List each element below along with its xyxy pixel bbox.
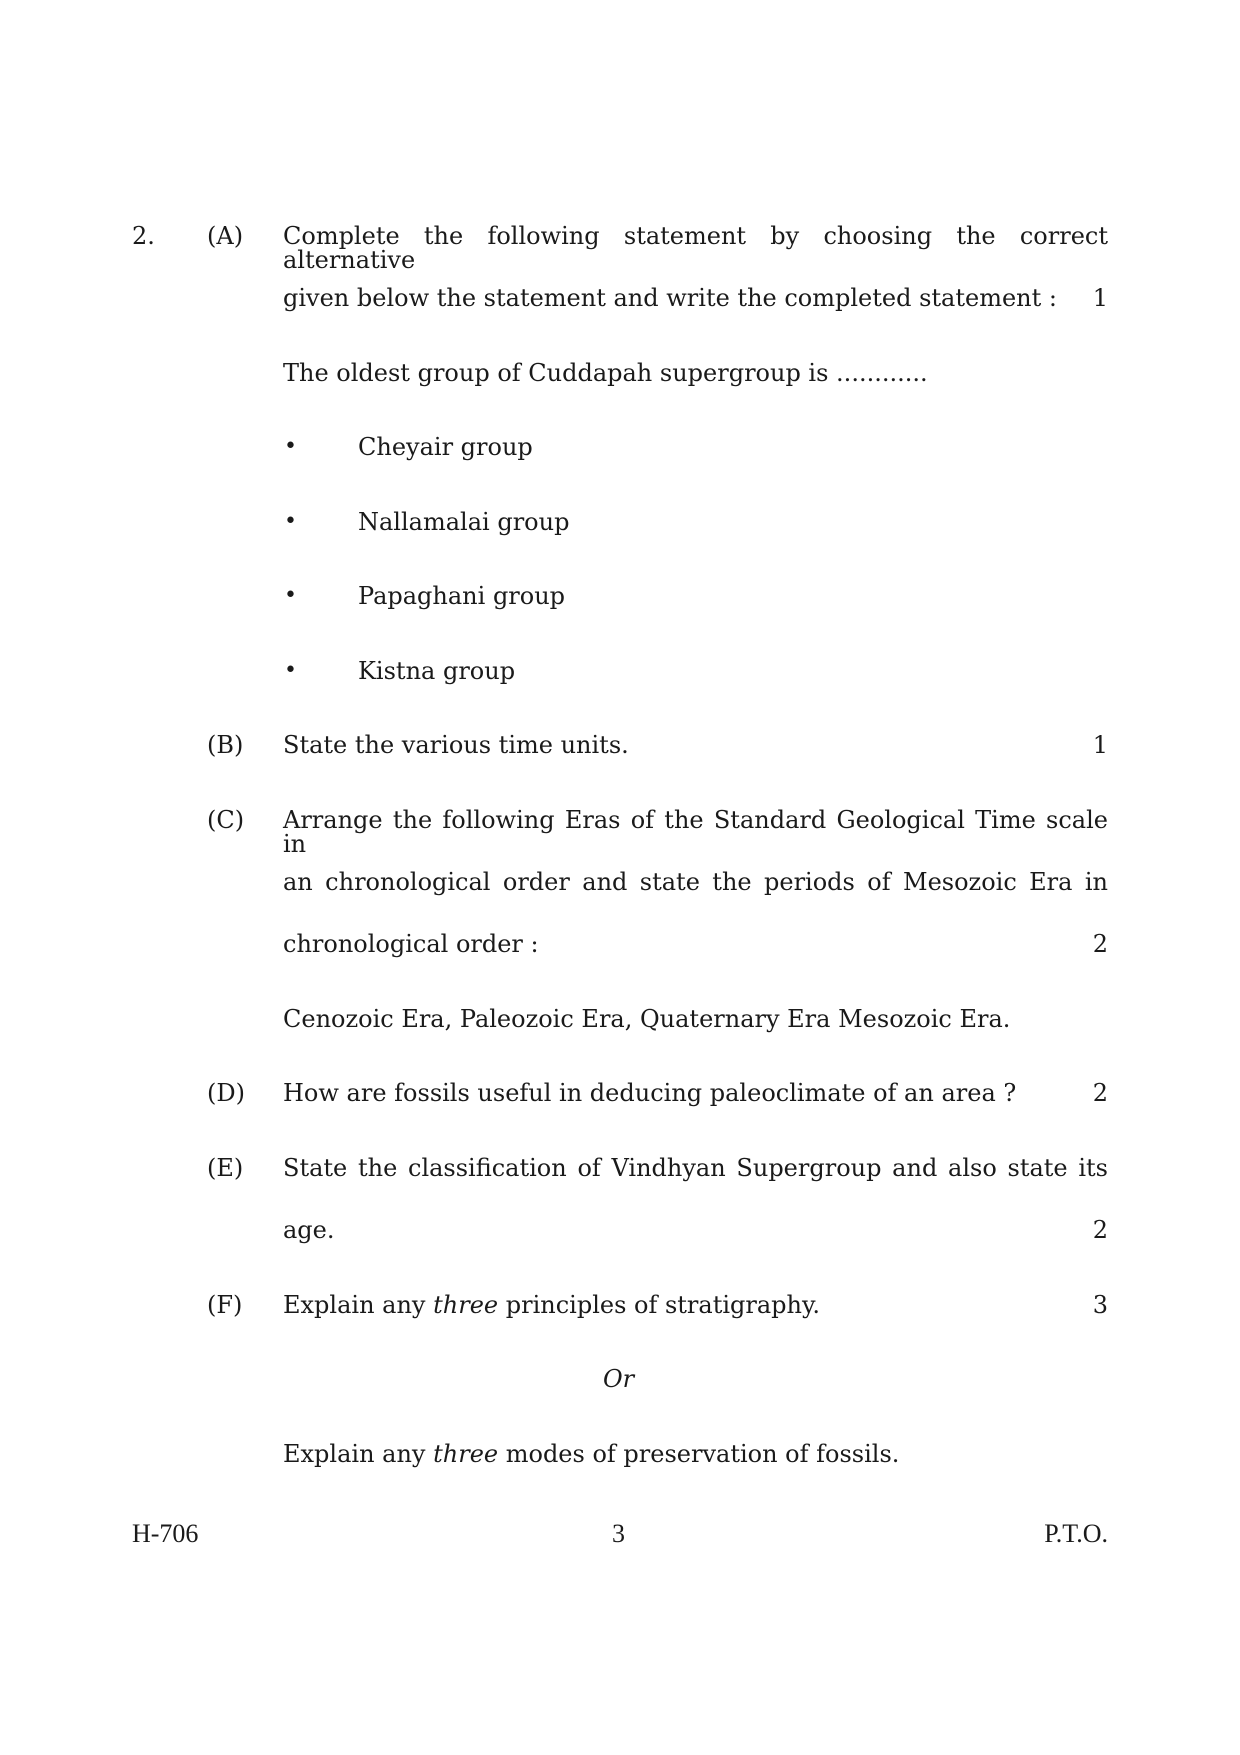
part-c-line-3: chronological order : <box>283 930 539 958</box>
part-e-line-1: State the classification of Vindhyan Supergroup and also state its <box>283 1154 1108 1182</box>
part-e-line-2: age. <box>283 1216 335 1244</box>
part-d-marks: 2 <box>1092 1079 1108 1107</box>
part-f-text <box>283 1293 820 1317</box>
part-c-list: Cenozoic Era, Paleozoic Era, Quaternary Era Mesozoic Era. <box>283 1005 1011 1033</box>
part-a-stem: The oldest group of Cuddapah supergroup is ............ <box>283 359 928 387</box>
part-f-alt-em: three <box>433 1440 499 1468</box>
part-a-marks: 1 <box>1092 284 1108 312</box>
part-d-text: How are fossils useful in deducing paleoclimate of an area ? <box>283 1079 1017 1107</box>
part-d-label: (D) <box>207 1079 245 1107</box>
or-separator <box>603 1367 634 1391</box>
part-b-marks: 1 <box>1092 731 1108 759</box>
part-f-marks: 3 <box>1092 1291 1108 1319</box>
part-c-line-1: Arrange the following Eras of the Standard Geological Time scale in <box>283 806 1108 858</box>
part-f-text-em: three <box>433 1291 499 1319</box>
part-f-alt-before: Explain any <box>283 1440 434 1468</box>
question-number: 2. <box>132 222 155 250</box>
option-bullet: • <box>284 658 297 683</box>
option-4: Kistna group <box>358 657 516 685</box>
paper-code: H-706 <box>132 1519 199 1548</box>
part-f-alt-after: modes of preservation of fossils. <box>498 1440 900 1468</box>
part-f-alternative <box>283 1442 899 1466</box>
part-e-marks: 2 <box>1092 1216 1108 1244</box>
part-e-label: (E) <box>207 1154 244 1182</box>
part-c-line-2: an chronological order and state the periods of Mesozoic Era in <box>283 868 1108 896</box>
part-b-text: State the various time units. <box>283 731 629 759</box>
pto-text: P.T.O. <box>1044 1519 1108 1548</box>
part-c-marks: 2 <box>1092 930 1108 958</box>
part-f-text-after: principles of stratigraphy. <box>498 1291 820 1319</box>
part-f-label: (F) <box>207 1291 243 1319</box>
option-2: Nallamalai group <box>358 508 570 536</box>
part-f-text-before: Explain any <box>283 1291 434 1319</box>
part-a-line-1: Complete the following statement by choosing the correct alternative <box>283 222 1108 274</box>
option-bullet: • <box>284 509 297 534</box>
part-c-label: (C) <box>207 806 245 834</box>
option-bullet: • <box>284 434 297 459</box>
option-3: Papaghani group <box>358 582 566 610</box>
part-a-label: (A) <box>207 222 244 250</box>
part-b-label: (B) <box>207 731 244 759</box>
page-number: 3 <box>612 1519 625 1548</box>
or-text: Or <box>603 1365 635 1393</box>
option-bullet: • <box>284 583 297 608</box>
part-a-line-2: given below the statement and write the completed statement : <box>283 284 1057 312</box>
option-1: Cheyair group <box>358 433 533 461</box>
